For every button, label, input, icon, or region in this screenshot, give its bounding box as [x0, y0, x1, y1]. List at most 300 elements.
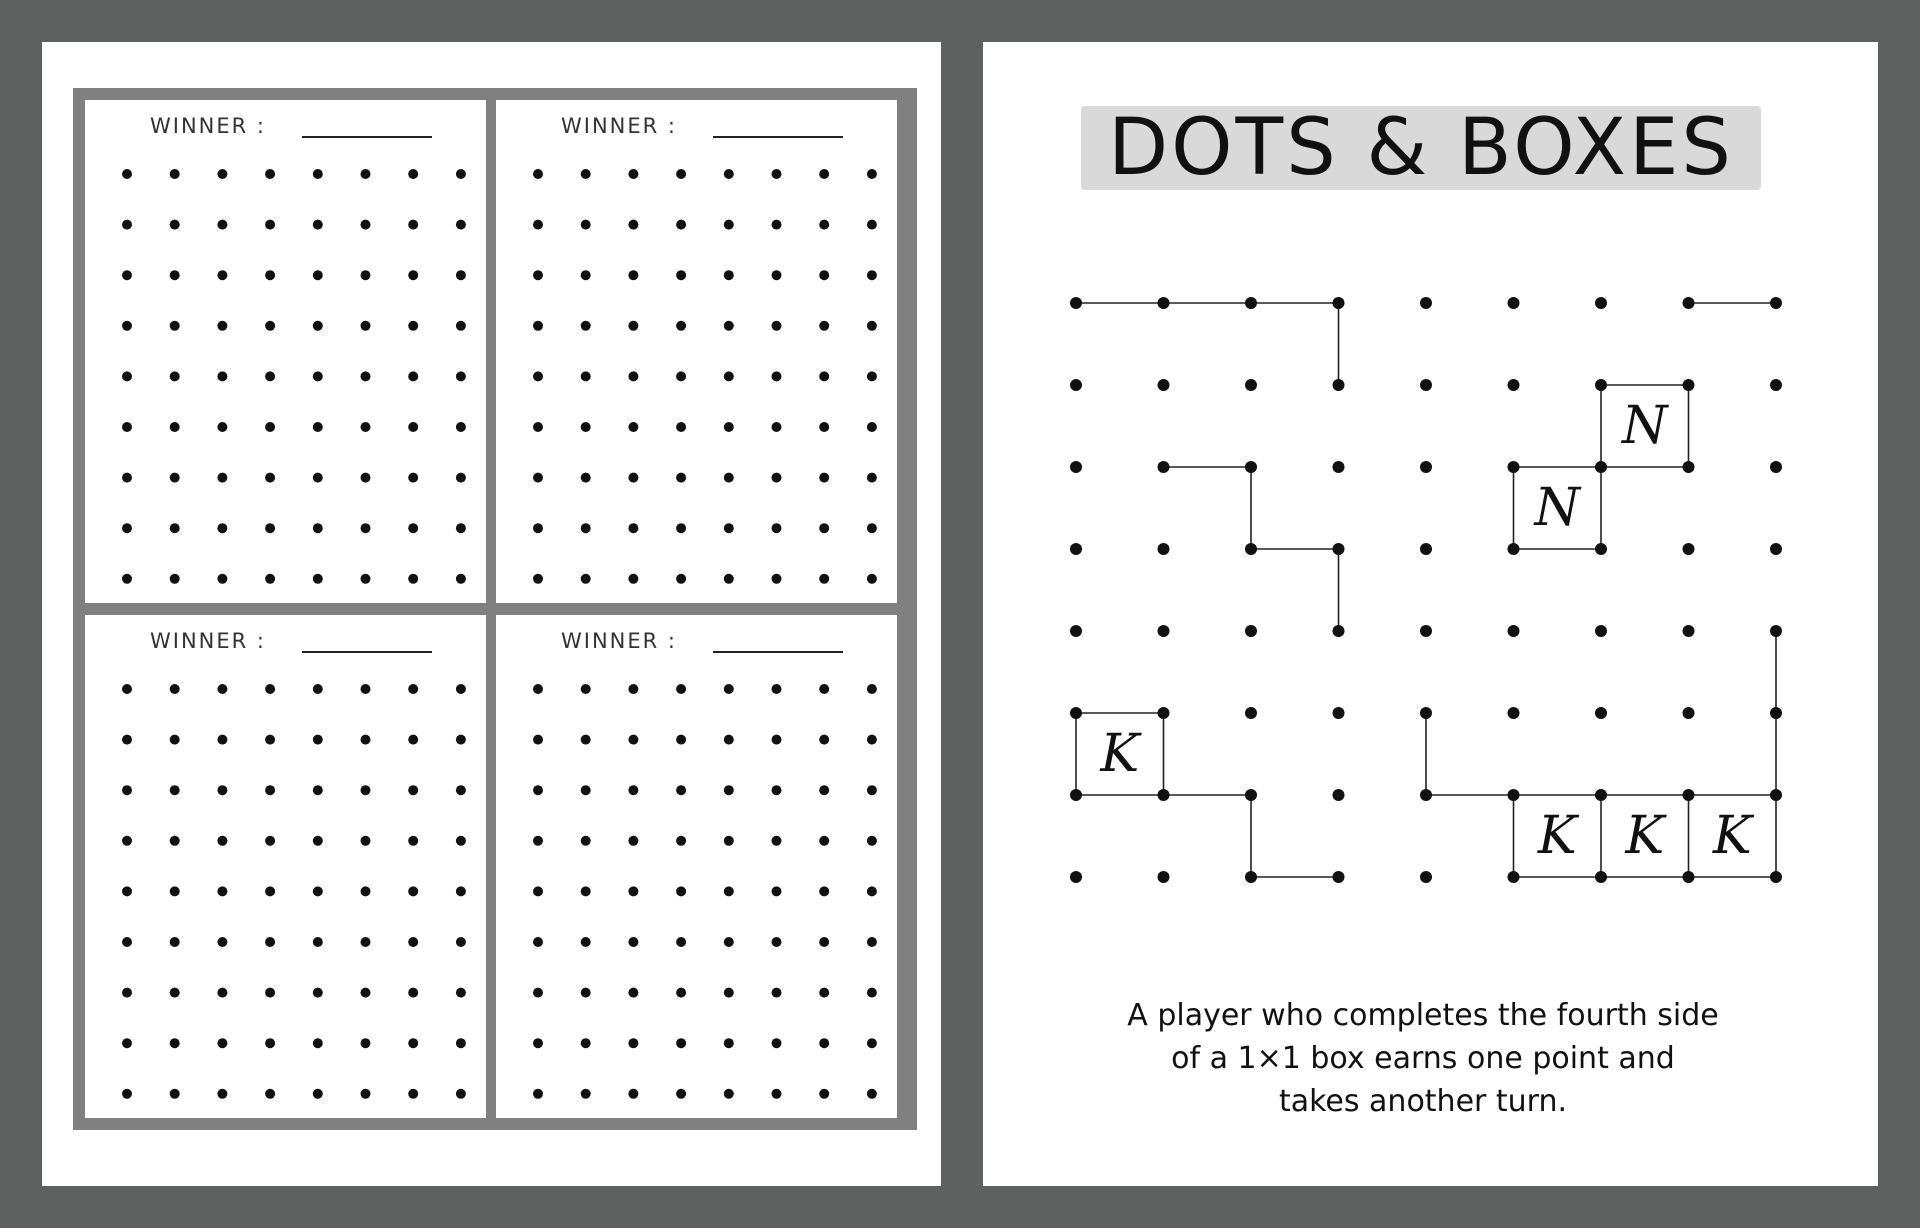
- grid-dot[interactable]: [533, 1038, 543, 1048]
- grid-dot[interactable]: [170, 422, 180, 432]
- grid-dot[interactable]: [122, 169, 132, 179]
- grid-dot[interactable]: [456, 523, 466, 533]
- grid-dot[interactable]: [724, 473, 734, 483]
- grid-dot[interactable]: [676, 988, 686, 998]
- grid-dot[interactable]: [628, 270, 638, 280]
- grid-dot[interactable]: [628, 321, 638, 331]
- grid-dot[interactable]: [456, 220, 466, 230]
- dot-grid[interactable]: [85, 615, 486, 1118]
- grid-dot[interactable]: [408, 371, 418, 381]
- grid-dot[interactable]: [217, 371, 227, 381]
- grid-dot[interactable]: [724, 1089, 734, 1099]
- grid-dot[interactable]: [361, 988, 371, 998]
- grid-dot[interactable]: [456, 169, 466, 179]
- grid-dot[interactable]: [628, 371, 638, 381]
- grid-dot[interactable]: [819, 1038, 829, 1048]
- grid-dot[interactable]: [217, 523, 227, 533]
- grid-dot[interactable]: [122, 371, 132, 381]
- grid-dot[interactable]: [122, 523, 132, 533]
- grid-dot[interactable]: [676, 321, 686, 331]
- grid-dot[interactable]: [676, 684, 686, 694]
- grid-dot[interactable]: [867, 988, 877, 998]
- grid-dot[interactable]: [170, 473, 180, 483]
- grid-dot[interactable]: [581, 220, 591, 230]
- grid-dot[interactable]: [772, 523, 782, 533]
- grid-dot[interactable]: [724, 321, 734, 331]
- grid-dot[interactable]: [122, 836, 132, 846]
- grid-dot[interactable]: [819, 735, 829, 745]
- grid-dot[interactable]: [313, 735, 323, 745]
- grid-dot[interactable]: [217, 735, 227, 745]
- grid-dot[interactable]: [265, 574, 275, 584]
- grid-dot[interactable]: [628, 574, 638, 584]
- grid-dot[interactable]: [361, 321, 371, 331]
- grid-dot[interactable]: [313, 270, 323, 280]
- grid-dot[interactable]: [456, 270, 466, 280]
- grid-dot[interactable]: [313, 574, 323, 584]
- grid-dot[interactable]: [122, 220, 132, 230]
- grid-dot[interactable]: [408, 886, 418, 896]
- board-dot: [1245, 625, 1257, 637]
- grid-dot[interactable]: [772, 270, 782, 280]
- grid-dot[interactable]: [581, 371, 591, 381]
- grid-dot[interactable]: [170, 220, 180, 230]
- grid-dot[interactable]: [265, 735, 275, 745]
- grid-dot[interactable]: [676, 473, 686, 483]
- grid-dot[interactable]: [724, 937, 734, 947]
- grid-dot[interactable]: [217, 220, 227, 230]
- grid-dot[interactable]: [581, 886, 591, 896]
- board-dot: [1595, 871, 1607, 883]
- grid-dot[interactable]: [867, 523, 877, 533]
- grid-dot[interactable]: [581, 684, 591, 694]
- grid-dot[interactable]: [408, 988, 418, 998]
- grid-dot[interactable]: [628, 523, 638, 533]
- grid-dot[interactable]: [265, 785, 275, 795]
- grid-dot[interactable]: [217, 169, 227, 179]
- grid-dot[interactable]: [313, 684, 323, 694]
- grid-dot[interactable]: [170, 785, 180, 795]
- grid-dot[interactable]: [533, 523, 543, 533]
- grid-dot[interactable]: [361, 523, 371, 533]
- board-dot: [1770, 297, 1782, 309]
- grid-dot[interactable]: [533, 473, 543, 483]
- grid-dot[interactable]: [867, 473, 877, 483]
- grid-dot[interactable]: [724, 886, 734, 896]
- grid-dot[interactable]: [581, 1089, 591, 1099]
- grid-dot[interactable]: [217, 270, 227, 280]
- grid-dot[interactable]: [170, 735, 180, 745]
- grid-dot[interactable]: [265, 523, 275, 533]
- grid-dot[interactable]: [313, 836, 323, 846]
- grid-dot[interactable]: [819, 836, 829, 846]
- grid-dot[interactable]: [361, 270, 371, 280]
- grid-dot[interactable]: [772, 422, 782, 432]
- grid-dot[interactable]: [628, 785, 638, 795]
- grid-dot[interactable]: [581, 785, 591, 795]
- grid-dot[interactable]: [313, 371, 323, 381]
- grid-dot[interactable]: [819, 371, 829, 381]
- grid-dot[interactable]: [361, 735, 371, 745]
- grid-dot[interactable]: [217, 886, 227, 896]
- grid-dot[interactable]: [533, 371, 543, 381]
- grid-dot[interactable]: [533, 270, 543, 280]
- grid-dot[interactable]: [628, 1038, 638, 1048]
- grid-dot[interactable]: [676, 735, 686, 745]
- grid-dot[interactable]: [408, 523, 418, 533]
- grid-dot[interactable]: [170, 321, 180, 331]
- grid-dot[interactable]: [265, 886, 275, 896]
- grid-dot[interactable]: [313, 169, 323, 179]
- grid-dot[interactable]: [819, 220, 829, 230]
- grid-dot[interactable]: [628, 684, 638, 694]
- grid-dot[interactable]: [581, 735, 591, 745]
- grid-dot[interactable]: [772, 785, 782, 795]
- grid-dot[interactable]: [361, 574, 371, 584]
- dot-grid[interactable]: [496, 615, 897, 1118]
- grid-dot[interactable]: [313, 1089, 323, 1099]
- grid-dot[interactable]: [408, 836, 418, 846]
- grid-dot[interactable]: [819, 574, 829, 584]
- grid-dot[interactable]: [170, 836, 180, 846]
- grid-dot[interactable]: [408, 785, 418, 795]
- grid-dot[interactable]: [217, 937, 227, 947]
- grid-dot[interactable]: [456, 937, 466, 947]
- grid-dot[interactable]: [867, 169, 877, 179]
- grid-dot[interactable]: [265, 220, 275, 230]
- grid-dot[interactable]: [122, 735, 132, 745]
- grid-dot[interactable]: [313, 785, 323, 795]
- grid-dot[interactable]: [361, 1038, 371, 1048]
- grid-dot[interactable]: [456, 321, 466, 331]
- grid-dot[interactable]: [533, 886, 543, 896]
- grid-dot[interactable]: [724, 785, 734, 795]
- grid-dot[interactable]: [122, 886, 132, 896]
- grid-dot[interactable]: [867, 1038, 877, 1048]
- grid-dot[interactable]: [313, 937, 323, 947]
- grid-dot[interactable]: [170, 988, 180, 998]
- grid-dot[interactable]: [265, 371, 275, 381]
- grid-dot[interactable]: [724, 169, 734, 179]
- grid-dot[interactable]: [313, 523, 323, 533]
- grid-dot[interactable]: [819, 321, 829, 331]
- grid-dot[interactable]: [361, 684, 371, 694]
- grid-dot[interactable]: [313, 1038, 323, 1048]
- grid-dot[interactable]: [533, 735, 543, 745]
- grid-dot[interactable]: [867, 836, 877, 846]
- grid-dot[interactable]: [533, 937, 543, 947]
- grid-dot[interactable]: [676, 785, 686, 795]
- grid-dot[interactable]: [676, 371, 686, 381]
- grid-dot[interactable]: [867, 422, 877, 432]
- grid-dot[interactable]: [676, 220, 686, 230]
- grid-dot[interactable]: [456, 371, 466, 381]
- grid-dot[interactable]: [581, 169, 591, 179]
- grid-dot[interactable]: [676, 1089, 686, 1099]
- grid-dot[interactable]: [408, 1038, 418, 1048]
- grid-dot[interactable]: [361, 886, 371, 896]
- grid-dot[interactable]: [581, 1038, 591, 1048]
- grid-dot[interactable]: [724, 735, 734, 745]
- grid-dot[interactable]: [772, 735, 782, 745]
- grid-dot[interactable]: [724, 220, 734, 230]
- board-dot: [1333, 871, 1345, 883]
- grid-dot[interactable]: [724, 371, 734, 381]
- grid-dot[interactable]: [819, 473, 829, 483]
- grid-dot[interactable]: [265, 836, 275, 846]
- grid-dot[interactable]: [628, 886, 638, 896]
- grid-dot[interactable]: [867, 735, 877, 745]
- grid-dot[interactable]: [772, 574, 782, 584]
- grid-dot[interactable]: [217, 684, 227, 694]
- board-dot: [1158, 297, 1170, 309]
- grid-dot[interactable]: [361, 785, 371, 795]
- grid-dot[interactable]: [361, 371, 371, 381]
- grid-dot[interactable]: [265, 422, 275, 432]
- grid-dot[interactable]: [772, 684, 782, 694]
- grid-dot[interactable]: [313, 321, 323, 331]
- grid-dot[interactable]: [724, 574, 734, 584]
- grid-dot[interactable]: [313, 988, 323, 998]
- grid-dot[interactable]: [170, 270, 180, 280]
- grid-dot[interactable]: [265, 473, 275, 483]
- grid-dot[interactable]: [628, 937, 638, 947]
- grid-dot[interactable]: [408, 684, 418, 694]
- grid-dot[interactable]: [313, 220, 323, 230]
- grid-dot[interactable]: [408, 321, 418, 331]
- grid-dot[interactable]: [581, 937, 591, 947]
- grid-dot[interactable]: [772, 321, 782, 331]
- grid-dot[interactable]: [122, 1089, 132, 1099]
- grid-dot[interactable]: [867, 785, 877, 795]
- dot-grid[interactable]: [496, 100, 897, 603]
- grid-dot[interactable]: [628, 988, 638, 998]
- grid-dot[interactable]: [867, 886, 877, 896]
- grid-dot[interactable]: [628, 1089, 638, 1099]
- grid-dot[interactable]: [772, 937, 782, 947]
- grid-dot[interactable]: [265, 684, 275, 694]
- grid-dot[interactable]: [408, 270, 418, 280]
- grid-dot[interactable]: [867, 270, 877, 280]
- grid-dot[interactable]: [819, 937, 829, 947]
- grid-dot[interactable]: [170, 574, 180, 584]
- grid-dot[interactable]: [867, 1089, 877, 1099]
- grid-dot[interactable]: [724, 684, 734, 694]
- grid-dot[interactable]: [456, 684, 466, 694]
- grid-dot[interactable]: [122, 684, 132, 694]
- grid-dot[interactable]: [170, 684, 180, 694]
- grid-dot[interactable]: [819, 523, 829, 533]
- grid-dot[interactable]: [265, 937, 275, 947]
- grid-dot[interactable]: [581, 574, 591, 584]
- grid-dot[interactable]: [361, 473, 371, 483]
- grid-dot[interactable]: [772, 1038, 782, 1048]
- grid-dot[interactable]: [170, 886, 180, 896]
- grid-dot[interactable]: [772, 988, 782, 998]
- grid-dot[interactable]: [265, 169, 275, 179]
- grid-dot[interactable]: [408, 574, 418, 584]
- grid-dot[interactable]: [217, 473, 227, 483]
- grid-dot[interactable]: [724, 523, 734, 533]
- grid-dot[interactable]: [456, 574, 466, 584]
- grid-dot[interactable]: [265, 1089, 275, 1099]
- grid-dot[interactable]: [867, 220, 877, 230]
- grid-dot[interactable]: [724, 836, 734, 846]
- grid-dot[interactable]: [676, 937, 686, 947]
- grid-dot[interactable]: [313, 886, 323, 896]
- grid-dot[interactable]: [772, 169, 782, 179]
- grid-dot[interactable]: [772, 836, 782, 846]
- grid-dot[interactable]: [533, 321, 543, 331]
- grid-dot[interactable]: [676, 574, 686, 584]
- grid-dot[interactable]: [581, 473, 591, 483]
- grid-dot[interactable]: [217, 574, 227, 584]
- grid-dot[interactable]: [867, 371, 877, 381]
- grid-dot[interactable]: [676, 422, 686, 432]
- grid-dot[interactable]: [581, 422, 591, 432]
- grid-dot[interactable]: [867, 684, 877, 694]
- grid-dot[interactable]: [265, 321, 275, 331]
- grid-dot[interactable]: [628, 836, 638, 846]
- grid-dot[interactable]: [533, 684, 543, 694]
- board-dot: [1508, 707, 1520, 719]
- grid-dot[interactable]: [819, 988, 829, 998]
- grid-dot[interactable]: [724, 270, 734, 280]
- grid-dot[interactable]: [361, 422, 371, 432]
- grid-dot[interactable]: [533, 422, 543, 432]
- grid-dot[interactable]: [170, 1038, 180, 1048]
- grid-dot[interactable]: [819, 1089, 829, 1099]
- grid-dot[interactable]: [361, 169, 371, 179]
- grid-dot[interactable]: [581, 988, 591, 998]
- grid-dot[interactable]: [122, 574, 132, 584]
- grid-dot[interactable]: [361, 836, 371, 846]
- grid-dot[interactable]: [628, 220, 638, 230]
- grid-dot[interactable]: [867, 321, 877, 331]
- grid-dot[interactable]: [581, 836, 591, 846]
- grid-dot[interactable]: [628, 473, 638, 483]
- grid-dot[interactable]: [122, 785, 132, 795]
- grid-dot[interactable]: [676, 1038, 686, 1048]
- grid-dot[interactable]: [170, 937, 180, 947]
- grid-dot[interactable]: [361, 1089, 371, 1099]
- grid-dot[interactable]: [217, 988, 227, 998]
- grid-dot[interactable]: [533, 988, 543, 998]
- grid-dot[interactable]: [408, 735, 418, 745]
- grid-dot[interactable]: [533, 785, 543, 795]
- grid-dot[interactable]: [122, 422, 132, 432]
- grid-dot[interactable]: [170, 169, 180, 179]
- grid-dot[interactable]: [265, 270, 275, 280]
- grid-dot[interactable]: [265, 988, 275, 998]
- grid-dot[interactable]: [408, 422, 418, 432]
- grid-dot[interactable]: [456, 1089, 466, 1099]
- grid-dot[interactable]: [724, 422, 734, 432]
- grid-dot[interactable]: [456, 735, 466, 745]
- grid-dot[interactable]: [676, 270, 686, 280]
- grid-dot[interactable]: [772, 220, 782, 230]
- grid-dot[interactable]: [867, 937, 877, 947]
- grid-dot[interactable]: [628, 422, 638, 432]
- grid-dot[interactable]: [217, 1089, 227, 1099]
- grid-dot[interactable]: [628, 735, 638, 745]
- grid-dot[interactable]: [122, 473, 132, 483]
- grid-dot[interactable]: [581, 321, 591, 331]
- board-dot: [1333, 625, 1345, 637]
- grid-dot[interactable]: [628, 169, 638, 179]
- grid-dot[interactable]: [772, 371, 782, 381]
- grid-dot[interactable]: [456, 473, 466, 483]
- grid-dot[interactable]: [819, 422, 829, 432]
- grid-dot[interactable]: [772, 1089, 782, 1099]
- grid-dot[interactable]: [408, 220, 418, 230]
- grid-dot[interactable]: [819, 785, 829, 795]
- grid-dot[interactable]: [724, 1038, 734, 1048]
- grid-dot[interactable]: [265, 1038, 275, 1048]
- grid-dot[interactable]: [819, 270, 829, 280]
- grid-dot[interactable]: [456, 988, 466, 998]
- grid-dot[interactable]: [170, 371, 180, 381]
- grid-dot[interactable]: [676, 523, 686, 533]
- grid-dot[interactable]: [456, 422, 466, 432]
- grid-dot[interactable]: [676, 169, 686, 179]
- grid-dot[interactable]: [361, 220, 371, 230]
- grid-dot[interactable]: [724, 988, 734, 998]
- grid-dot[interactable]: [122, 270, 132, 280]
- grid-dot[interactable]: [408, 937, 418, 947]
- grid-dot[interactable]: [217, 785, 227, 795]
- grid-dot[interactable]: [533, 169, 543, 179]
- grid-dot[interactable]: [217, 1038, 227, 1048]
- grid-dot[interactable]: [217, 321, 227, 331]
- grid-dot[interactable]: [533, 220, 543, 230]
- grid-dot[interactable]: [408, 1089, 418, 1099]
- grid-dot[interactable]: [456, 785, 466, 795]
- grid-dot[interactable]: [456, 886, 466, 896]
- grid-dot[interactable]: [122, 937, 132, 947]
- grid-dot[interactable]: [533, 1089, 543, 1099]
- grid-dot[interactable]: [819, 886, 829, 896]
- grid-dot[interactable]: [676, 886, 686, 896]
- grid-dot[interactable]: [533, 836, 543, 846]
- grid-dot[interactable]: [581, 523, 591, 533]
- grid-dot[interactable]: [581, 270, 591, 280]
- grid-dot[interactable]: [313, 473, 323, 483]
- grid-dot[interactable]: [313, 422, 323, 432]
- grid-dot[interactable]: [676, 836, 686, 846]
- grid-dot[interactable]: [772, 473, 782, 483]
- dot-grid[interactable]: [85, 100, 486, 603]
- board-dot: [1070, 707, 1082, 719]
- grid-dot[interactable]: [361, 937, 371, 947]
- grid-dot[interactable]: [819, 684, 829, 694]
- grid-dot[interactable]: [170, 1089, 180, 1099]
- grid-dot[interactable]: [122, 1038, 132, 1048]
- grid-dot[interactable]: [122, 988, 132, 998]
- grid-dot[interactable]: [819, 169, 829, 179]
- grid-dot[interactable]: [217, 836, 227, 846]
- grid-dot[interactable]: [456, 1038, 466, 1048]
- grid-dot[interactable]: [456, 836, 466, 846]
- grid-dot[interactable]: [122, 321, 132, 331]
- grid-dot[interactable]: [772, 886, 782, 896]
- grid-dot[interactable]: [408, 473, 418, 483]
- grid-dot[interactable]: [217, 422, 227, 432]
- grid-dot[interactable]: [408, 169, 418, 179]
- grid-dot[interactable]: [867, 574, 877, 584]
- grid-dot[interactable]: [533, 574, 543, 584]
- grid-dot[interactable]: [170, 523, 180, 533]
